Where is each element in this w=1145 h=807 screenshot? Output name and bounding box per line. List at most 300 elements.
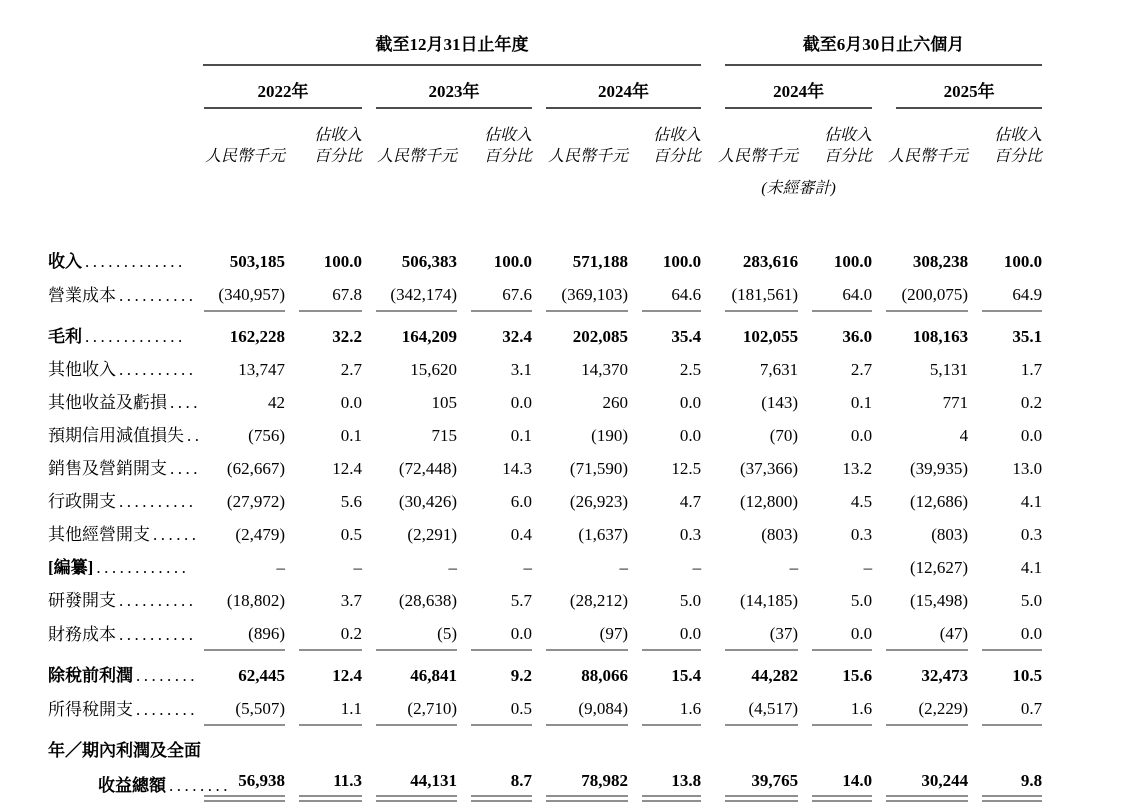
cell-value: – — [353, 558, 362, 577]
cell-value: 62,445 — [238, 666, 285, 685]
cell-value: 0.5 — [471, 692, 532, 726]
cell-value: – — [619, 558, 628, 577]
pct-value-cell — [457, 452, 532, 485]
cell-value: 13,747 — [238, 360, 285, 379]
table-row — [30, 386, 1042, 419]
cell-value: 308,238 — [912, 252, 969, 271]
row-label — [30, 693, 198, 726]
cell-value: 0.0 — [982, 617, 1042, 651]
pct-value-cell — [457, 485, 532, 518]
amount-value-cell — [532, 386, 628, 419]
amount-value-cell — [362, 419, 457, 452]
table-row — [30, 452, 1042, 485]
cell-value: 4 — [959, 426, 969, 445]
corner-spacer — [30, 30, 190, 66]
cell-value: 42 — [268, 393, 285, 412]
amount-value-cell — [872, 278, 968, 312]
row-label-cell — [30, 617, 197, 651]
amount-value-cell — [872, 617, 968, 651]
cell-value: 0.0 — [340, 393, 362, 412]
row-label — [30, 518, 200, 551]
cell-value: 13.8 — [642, 756, 701, 802]
cell-value: 88,066 — [581, 666, 628, 685]
row-label-cell — [30, 278, 197, 312]
cell-value: (2,710) — [376, 692, 457, 726]
dot-leader: ............. — [85, 327, 186, 346]
cell-value: (5,507) — [204, 692, 285, 726]
cell-value: (2,229) — [886, 692, 968, 726]
row-label-text: 行政開支 — [48, 492, 116, 511]
pct-value-cell — [798, 208, 872, 278]
amount-value-cell — [701, 452, 798, 485]
year-header-2024-interim: 2024年 — [725, 66, 872, 109]
row-label-text: 其他經營開支 — [48, 525, 150, 544]
cell-value: (39,935) — [909, 459, 969, 478]
subheader-row-spacer — [30, 109, 190, 171]
cell-value: 15.4 — [671, 666, 702, 685]
pct-value-cell — [798, 692, 872, 726]
pct-value-cell — [968, 419, 1042, 452]
pct-value-cell — [968, 278, 1042, 312]
row-label — [30, 485, 197, 518]
pct-value-cell — [968, 312, 1042, 353]
cell-value: 7,631 — [759, 360, 799, 379]
cell-value: – — [863, 558, 873, 577]
cell-value: 0.3 — [850, 525, 873, 544]
row-label-cell — [30, 692, 198, 726]
cell-value: 11.3 — [299, 756, 362, 802]
cell-value: 102,055 — [742, 327, 799, 346]
cell-value: (1,637) — [578, 525, 628, 544]
cell-value: 78,982 — [546, 756, 628, 802]
cell-value: (97) — [546, 617, 628, 651]
row-label — [30, 726, 201, 761]
dot-leader: ........ — [136, 700, 198, 719]
dot-leader: .......... — [119, 286, 197, 305]
pct-value-cell — [628, 278, 701, 312]
cell-value: – — [692, 558, 702, 577]
table-row — [30, 208, 1042, 278]
pct-value-cell — [628, 208, 701, 278]
cell-value: 164,209 — [401, 327, 457, 346]
row-label — [30, 761, 231, 802]
cell-value: (62,667) — [226, 459, 285, 478]
pct-value-cell — [628, 353, 701, 386]
cell-value: 0.0 — [471, 617, 532, 651]
pct-value-cell — [457, 353, 532, 386]
pct-value-cell — [628, 518, 701, 551]
cell-value: (12,627) — [909, 558, 969, 577]
cell-value: 9.8 — [982, 756, 1042, 802]
row-label-cell — [30, 353, 197, 386]
cell-value: 56,938 — [204, 756, 285, 802]
pct-value-cell — [798, 617, 872, 651]
cell-value: (18,802) — [226, 591, 285, 610]
amount-value-cell — [701, 651, 798, 692]
pct-value-cell — [457, 208, 532, 278]
amount-value-cell — [872, 485, 968, 518]
pct-value-cell — [628, 617, 701, 651]
amount-value-cell — [190, 617, 285, 651]
amount-value-cell — [362, 485, 457, 518]
cell-value: 14.0 — [812, 756, 872, 802]
amount-value-cell — [362, 726, 457, 802]
pct-value-cell — [628, 584, 701, 617]
cell-value: 8.7 — [471, 756, 532, 802]
row-label-text: 毛利 — [48, 327, 82, 346]
amount-value-cell — [532, 312, 628, 353]
cell-value: 10.5 — [1012, 666, 1043, 685]
cell-value: 0.0 — [679, 426, 702, 445]
amount-value-cell — [872, 692, 968, 726]
period-header-row — [30, 30, 1042, 66]
cell-value: 571,188 — [572, 252, 628, 271]
income-statement-table — [30, 30, 1042, 802]
dot-leader: .......... — [119, 625, 197, 644]
row-label — [30, 208, 190, 278]
table-body — [30, 208, 1042, 802]
dot-leader: .... — [170, 459, 201, 478]
pct-of-revenue-label — [285, 109, 362, 171]
pct-value-cell — [798, 651, 872, 692]
pct-label-line2: 百分比 — [824, 148, 873, 165]
cell-value: 0.2 — [1020, 393, 1043, 412]
amount-value-cell — [701, 617, 798, 651]
cell-value: 14.3 — [502, 459, 532, 478]
pct-value-cell — [457, 386, 532, 419]
pct-of-revenue-label — [457, 109, 532, 171]
table-row — [30, 617, 1042, 651]
dot-leader: .......... — [119, 492, 197, 511]
amount-value-cell — [872, 452, 968, 485]
dot-leader — [201, 741, 204, 760]
cell-value: 1.6 — [642, 692, 701, 726]
row-label-cell — [30, 312, 190, 353]
cell-value: 15,620 — [410, 360, 457, 379]
row-label-text: 其他收入 — [48, 360, 116, 379]
row-label-cell — [30, 419, 203, 452]
amount-value-cell — [190, 651, 285, 692]
cell-value: 5.7 — [510, 591, 532, 610]
cell-value: (47) — [886, 617, 968, 651]
cell-value: 12.4 — [332, 459, 362, 478]
cell-value: 15.6 — [842, 666, 873, 685]
amount-value-cell — [362, 551, 457, 584]
pct-value-cell — [457, 651, 532, 692]
amount-value-cell — [190, 485, 285, 518]
pct-value-cell — [285, 692, 362, 726]
amount-value-cell — [362, 452, 457, 485]
dot-leader: ........ — [169, 776, 231, 795]
cell-value: (2,479) — [235, 525, 285, 544]
cell-value: (2,291) — [407, 525, 457, 544]
cell-value: 0.1 — [510, 426, 532, 445]
year-header-2025-interim: 2025年 — [896, 66, 1042, 109]
pct-value-cell — [798, 312, 872, 353]
cell-value: – — [789, 558, 799, 577]
amount-value-cell — [701, 726, 798, 802]
row-label — [30, 452, 201, 485]
amount-value-cell — [701, 353, 798, 386]
amount-value-cell — [532, 452, 628, 485]
table-row — [30, 551, 1042, 584]
amount-value-cell — [532, 278, 628, 312]
cell-value: 0.0 — [679, 393, 702, 412]
cell-value: 771 — [942, 393, 969, 412]
amount-value-cell — [872, 651, 968, 692]
amount-value-cell — [190, 419, 285, 452]
pct-label-line2: 百分比 — [483, 148, 532, 165]
pct-value-cell — [628, 485, 701, 518]
row-label-text: 營業成本 — [48, 286, 116, 305]
pct-label-line1: 佔收入 — [653, 127, 702, 144]
amount-value-cell — [532, 208, 628, 278]
cell-value: 100.0 — [662, 252, 702, 271]
cell-value: 32.2 — [332, 327, 362, 346]
pct-label-line1: 佔收入 — [824, 127, 873, 144]
table-row — [30, 692, 1042, 726]
pct-value-cell — [457, 584, 532, 617]
cell-value: 5.0 — [679, 591, 702, 610]
cell-value: (803) — [931, 525, 969, 544]
amount-value-cell — [532, 584, 628, 617]
amount-value-cell — [701, 278, 798, 312]
cell-value: 12.4 — [332, 666, 362, 685]
cell-value: (30,426) — [398, 492, 457, 511]
cell-value: 162,228 — [229, 327, 285, 346]
amount-value-cell — [872, 726, 968, 802]
amount-value-cell — [701, 485, 798, 518]
amount-unit-label: 人民幣千元 — [204, 148, 285, 165]
pct-value-cell — [968, 208, 1042, 278]
cell-value: (28,212) — [569, 591, 628, 610]
cell-value: 108,163 — [912, 327, 969, 346]
row-label-cell — [30, 584, 197, 617]
amount-value-cell — [701, 551, 798, 584]
cell-value: 32,473 — [921, 666, 969, 685]
cell-value: 13.2 — [842, 459, 873, 478]
amount-unit-label: 人民幣千元 — [376, 148, 457, 165]
pct-value-cell — [457, 726, 532, 802]
cell-value: 2.7 — [340, 360, 362, 379]
table-row — [30, 485, 1042, 518]
pct-value-cell — [285, 386, 362, 419]
pct-label-line2: 百分比 — [313, 148, 362, 165]
cell-value: 14,370 — [581, 360, 628, 379]
pct-value-cell — [457, 278, 532, 312]
pct-value-cell — [457, 617, 532, 651]
amount-value-cell — [362, 278, 457, 312]
unaudited-note: (未經審計) — [761, 180, 836, 197]
row-label — [30, 353, 197, 386]
cell-value: 2.7 — [850, 360, 873, 379]
table-row — [30, 312, 1042, 353]
pct-value-cell — [628, 551, 701, 584]
cell-value: 67.8 — [299, 278, 362, 312]
amount-value-cell — [362, 617, 457, 651]
cell-value: 1.6 — [812, 692, 872, 726]
row-label-text: 銷售及營銷開支 — [48, 459, 167, 478]
table-row — [30, 353, 1042, 386]
cell-value: 3.7 — [340, 591, 362, 610]
table-row — [30, 518, 1042, 551]
interim-period-header: 截至6月30日止六個月 — [725, 30, 1042, 66]
pct-value-cell — [628, 386, 701, 419]
pct-value-cell — [798, 278, 872, 312]
cell-value: 202,085 — [572, 327, 628, 346]
amount-value-cell — [362, 651, 457, 692]
cell-value: – — [448, 558, 457, 577]
cell-value: 100.0 — [493, 252, 532, 271]
table-row — [30, 278, 1042, 312]
cell-value: 32.4 — [502, 327, 532, 346]
amount-value-cell — [190, 551, 285, 584]
pct-label-line2: 百分比 — [653, 148, 702, 165]
amount-value-cell — [701, 419, 798, 452]
pct-value-cell — [457, 419, 532, 452]
cell-value: 64.9 — [982, 278, 1042, 312]
row-label-cell — [30, 386, 201, 419]
cell-value: (340,957) — [204, 278, 285, 312]
pct-value-cell — [968, 584, 1042, 617]
unaudited-note-row — [30, 171, 1042, 208]
pct-value-cell — [968, 692, 1042, 726]
amount-value-cell — [532, 518, 628, 551]
year-header-2022: 2022年 — [204, 66, 362, 109]
cell-value: (26,923) — [569, 492, 628, 511]
pct-value-cell — [285, 617, 362, 651]
cell-value: (143) — [761, 393, 799, 412]
amount-value-cell — [532, 551, 628, 584]
amount-value-cell — [362, 312, 457, 353]
pct-label-line2: 百分比 — [994, 148, 1043, 165]
cell-value: (896) — [204, 617, 285, 651]
cell-value: 2.5 — [679, 360, 702, 379]
pct-value-cell — [968, 726, 1042, 802]
row-label-text: 財務成本 — [48, 625, 116, 644]
amount-value-cell — [701, 518, 798, 551]
cell-value: 4.1 — [1020, 492, 1043, 511]
row-label-text: 研發開支 — [48, 591, 116, 610]
cell-value: 100.0 — [833, 252, 873, 271]
dot-leader: .......... — [119, 591, 197, 610]
cell-value: 0.0 — [850, 426, 873, 445]
year-header-2024: 2024年 — [546, 66, 701, 109]
cell-value: 30,244 — [886, 756, 968, 802]
cell-value: 1.7 — [1020, 360, 1043, 379]
cell-value: 64.6 — [642, 278, 701, 312]
cell-value: 503,185 — [229, 252, 285, 271]
row-label — [30, 386, 201, 419]
pct-value-cell — [285, 353, 362, 386]
pct-value-cell — [628, 312, 701, 353]
cell-value: 64.0 — [812, 278, 872, 312]
cell-value: 44,131 — [376, 756, 457, 802]
dot-leader: ............ — [96, 558, 190, 577]
pct-value-cell — [285, 419, 362, 452]
amount-value-cell — [362, 386, 457, 419]
year-header-row — [30, 66, 1042, 109]
cell-value: 9.2 — [510, 666, 532, 685]
cell-value: 4.7 — [679, 492, 702, 511]
cell-value: (5) — [376, 617, 457, 651]
row-label-text: 預期信用減值損失 — [48, 426, 184, 445]
dot-leader: ........ — [136, 666, 198, 685]
cell-value: (72,448) — [398, 459, 457, 478]
dot-leader: .... — [170, 393, 201, 412]
amount-value-cell — [362, 353, 457, 386]
pct-value-cell — [798, 518, 872, 551]
pct-value-cell — [285, 651, 362, 692]
cell-value: 0.0 — [510, 393, 532, 412]
table-row — [30, 584, 1042, 617]
pct-value-cell — [968, 485, 1042, 518]
cell-value: 0.5 — [340, 525, 362, 544]
pct-value-cell — [457, 692, 532, 726]
amount-value-cell — [872, 518, 968, 551]
pct-value-cell — [968, 386, 1042, 419]
amount-value-cell — [872, 584, 968, 617]
pct-value-cell — [285, 452, 362, 485]
amount-value-cell — [190, 353, 285, 386]
cell-value: 12.5 — [671, 459, 702, 478]
cell-value: 46,841 — [410, 666, 457, 685]
cell-value: (28,638) — [398, 591, 457, 610]
pct-value-cell — [798, 452, 872, 485]
amount-value-cell — [872, 353, 968, 386]
row-label-text: 除稅前利潤 — [48, 666, 133, 685]
pct-value-cell — [968, 353, 1042, 386]
row-label-cell — [30, 485, 197, 518]
amount-value-cell — [190, 208, 285, 278]
amount-value-cell — [532, 726, 628, 802]
cell-value: 0.1 — [340, 426, 362, 445]
amount-value-cell — [190, 692, 285, 726]
cell-value: 36.0 — [842, 327, 873, 346]
cell-value: (200,075) — [886, 278, 968, 312]
amount-value-cell — [701, 584, 798, 617]
row-label — [30, 419, 203, 452]
row-label-text: [編纂] — [48, 558, 94, 577]
pct-value-cell — [798, 353, 872, 386]
amount-value-cell — [701, 692, 798, 726]
pct-value-cell — [457, 312, 532, 353]
amount-value-cell — [872, 312, 968, 353]
amount-value-cell — [872, 419, 968, 452]
pct-value-cell — [798, 551, 872, 584]
amount-value-cell — [532, 651, 628, 692]
pct-value-cell — [628, 419, 701, 452]
cell-value: 6.0 — [510, 492, 532, 511]
pct-value-cell — [798, 726, 872, 802]
amount-value-cell — [872, 386, 968, 419]
amount-value-cell — [872, 551, 968, 584]
pct-value-cell — [285, 518, 362, 551]
cell-value: 5.0 — [1020, 591, 1043, 610]
amount-value-cell — [532, 419, 628, 452]
cell-value: (70) — [769, 426, 799, 445]
table-row — [30, 419, 1042, 452]
row-label-cell — [30, 651, 198, 692]
cell-value: 13.0 — [1012, 459, 1043, 478]
cell-value: (190) — [591, 426, 628, 445]
amount-value-cell — [701, 386, 798, 419]
cell-value: 0.0 — [1020, 426, 1043, 445]
row-label-text: 年／期內利潤及全面 — [48, 741, 201, 760]
cell-value: 3.1 — [510, 360, 532, 379]
cell-value: (4,517) — [725, 692, 798, 726]
row-label-cell — [30, 551, 190, 584]
